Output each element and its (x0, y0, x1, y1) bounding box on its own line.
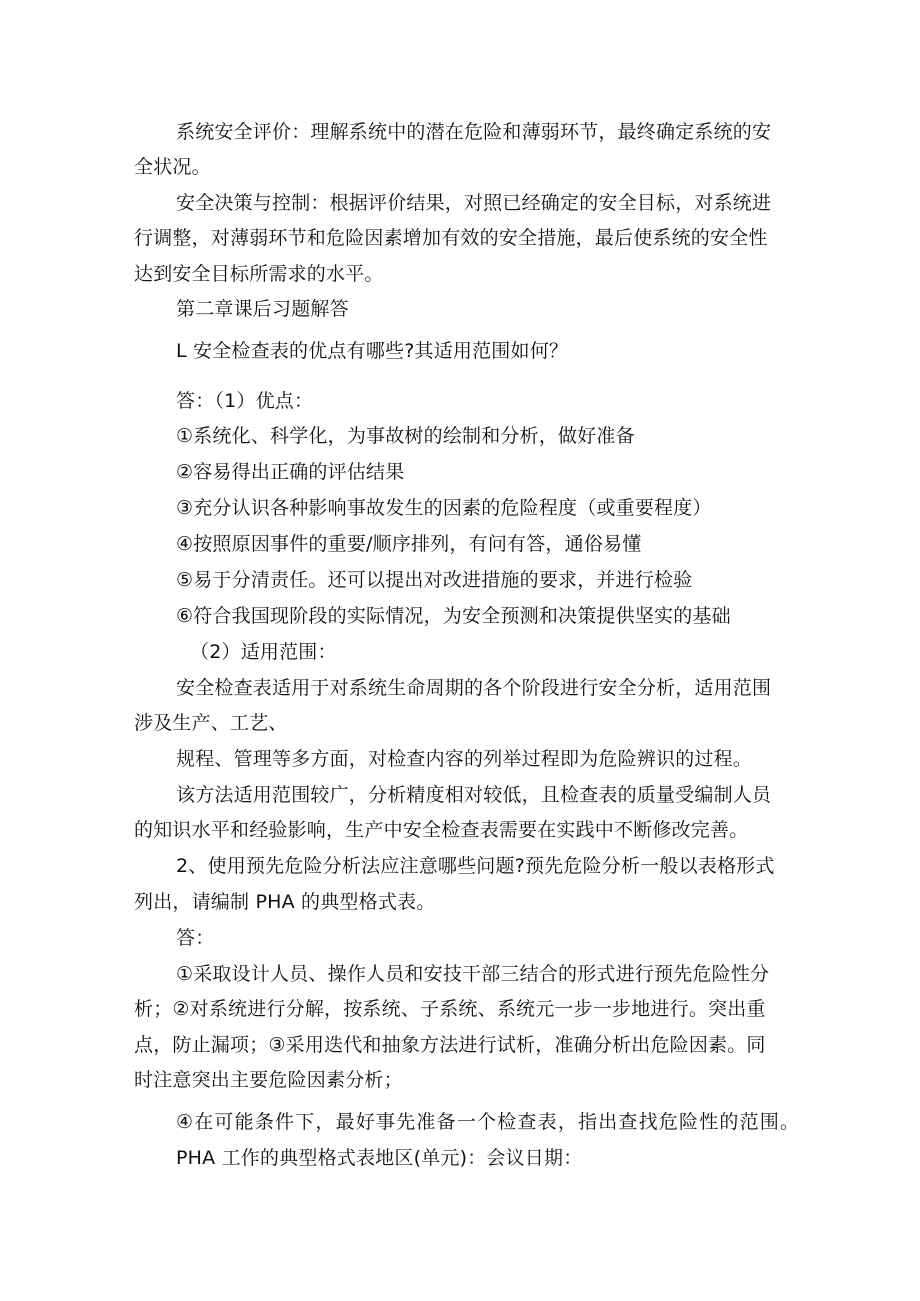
text-line: 行调整，对薄弱环节和危险因素增加有效的安全措施，最后使系统的安全性 (134, 227, 768, 249)
text-line: 达到安全目标所需求的水平。 (134, 263, 384, 285)
text-line: 涉及生产、工艺、 (134, 712, 288, 734)
question-heading: 2、使用预先危险分析法应注意哪些问题?预先危险分析一般以表格形式 (176, 855, 775, 877)
text-line: 安全决策与控制：根据评价结果，对照已经确定的安全目标，对系统进 (176, 192, 772, 214)
text-line: PHA 工作的典型格式表地区(单元)：会议日期： (176, 1147, 583, 1169)
list-item: ③充分认识各种影响事故发生的因素的危险程度（或重要程度） (176, 497, 712, 519)
answer-label: 答：（1）优点： (176, 390, 314, 412)
subsection-label: （2）适用范围： (190, 641, 337, 663)
text-line: 规程、管理等多方面，对检查内容的列举过程即为危险辨识的过程。 (176, 748, 753, 770)
text-line: ④在可能条件下，最好事先准备一个检查表，指出查找危险性的范围。 (176, 1111, 801, 1133)
list-item: ④按照原因事件的重要/顺序排列，有问有答，通俗易懂 (176, 533, 642, 555)
text-line: 全状况。 (134, 156, 211, 178)
question-heading: L 安全检查表的优点有哪些?其适用范围如何？ (176, 340, 569, 362)
text-line: 列出，请编制 PHA 的典型格式表。 (134, 891, 436, 913)
text-line: ①采取设计人员、操作人员和安技干部三结合的形式进行预先危险性分 (176, 963, 770, 985)
text-line: 该方法适用范围较广，分析精度相对较低，且检查表的质量受编制人员 (176, 784, 772, 806)
text-line: 系统安全评价：理解系统中的潜在危险和薄弱环节，最终确定系统的安 (176, 121, 772, 143)
list-item: ①系统化、科学化，为事故树的绘制和分析，做好准备 (176, 425, 635, 447)
list-item: ⑤易于分清责任。还可以提出对改进措施的要求，并进行检验 (176, 569, 693, 591)
text-line: 的知识水平和经验影响，生产中安全检查表需要在实践中不断修改完善。 (134, 819, 749, 841)
list-item: ⑥符合我国现阶段的实际情况，为安全预测和决策提供坚实的基础 (176, 605, 731, 627)
answer-label: 答： (176, 927, 215, 949)
text-line: 点，防止漏项；③采用迭代和抽象方法进行试析，准确分析出危险因素。同 (134, 1034, 766, 1056)
section-heading: 第二章课后习题解答 (176, 298, 349, 320)
list-item: ②容易得出正确的评估结果 (176, 461, 405, 483)
text-line: 时注意突出主要危险因素分析； (134, 1069, 403, 1091)
text-line: 安全检查表适用于对系统生命周期的各个阶段进行安全分析，适用范围 (176, 677, 772, 699)
text-line: 析；②对系统进行分解，按系统、子系统、系统元一步一步地进行。突出重 (134, 998, 766, 1020)
